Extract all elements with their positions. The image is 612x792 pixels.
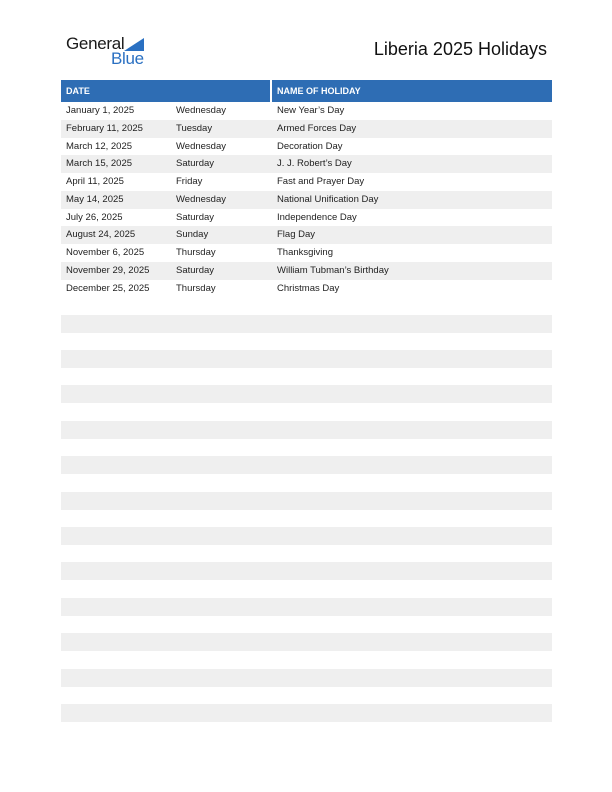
- holiday-name-cell: Independence Day: [277, 211, 357, 223]
- weekday-cell: Sunday: [176, 229, 209, 241]
- weekday-cell: Wednesday: [176, 140, 226, 152]
- date-cell: March 15, 2025: [66, 158, 133, 170]
- weekday-cell: Tuesday: [176, 122, 213, 134]
- holiday-name-cell: Thanksgiving: [277, 247, 333, 258]
- table-row: [61, 173, 552, 191]
- empty-stripe-row: [61, 598, 552, 616]
- table-row: [61, 138, 552, 156]
- empty-stripe-row: [61, 633, 552, 651]
- date-cell: December 25, 2025: [66, 282, 150, 294]
- table-row: [61, 226, 552, 244]
- table-body: [61, 102, 552, 297]
- table-row: [61, 102, 552, 120]
- weekday-cell: Thursday: [176, 282, 216, 294]
- date-cell: May 14, 2025: [66, 193, 124, 205]
- table-header: [61, 80, 552, 102]
- empty-stripe-row: [61, 315, 552, 333]
- header-divider: [270, 80, 272, 102]
- weekday-cell: Saturday: [176, 211, 215, 223]
- weekday-cell: Wednesday: [176, 193, 226, 205]
- date-cell: November 29, 2025: [66, 264, 150, 276]
- date-cell: November 6, 2025: [66, 247, 145, 258]
- holiday-name-cell: Decoration Day: [277, 140, 343, 152]
- date-cell: August 24, 2025: [66, 229, 136, 241]
- date-cell: July 26, 2025: [66, 211, 123, 223]
- weekday-cell: Saturday: [176, 264, 215, 276]
- holiday-name-cell: Flag Day: [277, 229, 316, 241]
- weekday-cell: Saturday: [176, 158, 215, 170]
- weekday-cell: Friday: [176, 176, 203, 187]
- header-date: DATE: [66, 86, 90, 96]
- table-row: [61, 209, 552, 227]
- table-row: [61, 155, 552, 173]
- date-cell: April 11, 2025: [66, 176, 124, 187]
- weekday-cell: Wednesday: [176, 105, 226, 116]
- empty-stripe-row: [61, 421, 552, 439]
- header-holiday-name: NAME OF HOLIDAY: [277, 86, 361, 96]
- holiday-name-cell: National Unification Day: [277, 193, 379, 205]
- empty-stripe-row: [61, 456, 552, 474]
- holidays-table: [61, 80, 552, 297]
- empty-stripe-row: [61, 704, 552, 722]
- table-row: [61, 120, 552, 138]
- empty-stripe-row: [61, 527, 552, 545]
- empty-stripe-row: [61, 562, 552, 580]
- holiday-name-cell: Fast and Prayer Day: [277, 176, 365, 187]
- table-row: [61, 191, 552, 209]
- empty-stripe-row: [61, 492, 552, 510]
- holiday-name-cell: J. J. Robert’s Day: [277, 158, 352, 170]
- logo-general-text: General: [66, 34, 125, 53]
- table-row: [61, 244, 552, 262]
- holiday-name-cell: New Year’s Day: [277, 105, 345, 116]
- table-row: [61, 262, 552, 280]
- holiday-name-cell: Christmas Day: [277, 282, 340, 294]
- holiday-name-cell: Armed Forces Day: [277, 122, 357, 134]
- page-title: Liberia 2025 Holidays: [373, 39, 547, 59]
- date-cell: March 12, 2025: [66, 140, 133, 152]
- generalblue-logo: [66, 34, 156, 68]
- weekday-cell: Thursday: [176, 247, 216, 258]
- empty-stripe-row: [61, 385, 552, 403]
- date-cell: January 1, 2025: [66, 105, 135, 116]
- empty-stripe-row: [61, 350, 552, 368]
- table-row: [61, 280, 552, 298]
- date-cell: February 11, 2025: [66, 122, 143, 134]
- holiday-name-cell: William Tubman’s Birthday: [277, 264, 389, 276]
- empty-stripe-row: [61, 669, 552, 687]
- logo-blue-text: Blue: [111, 49, 144, 68]
